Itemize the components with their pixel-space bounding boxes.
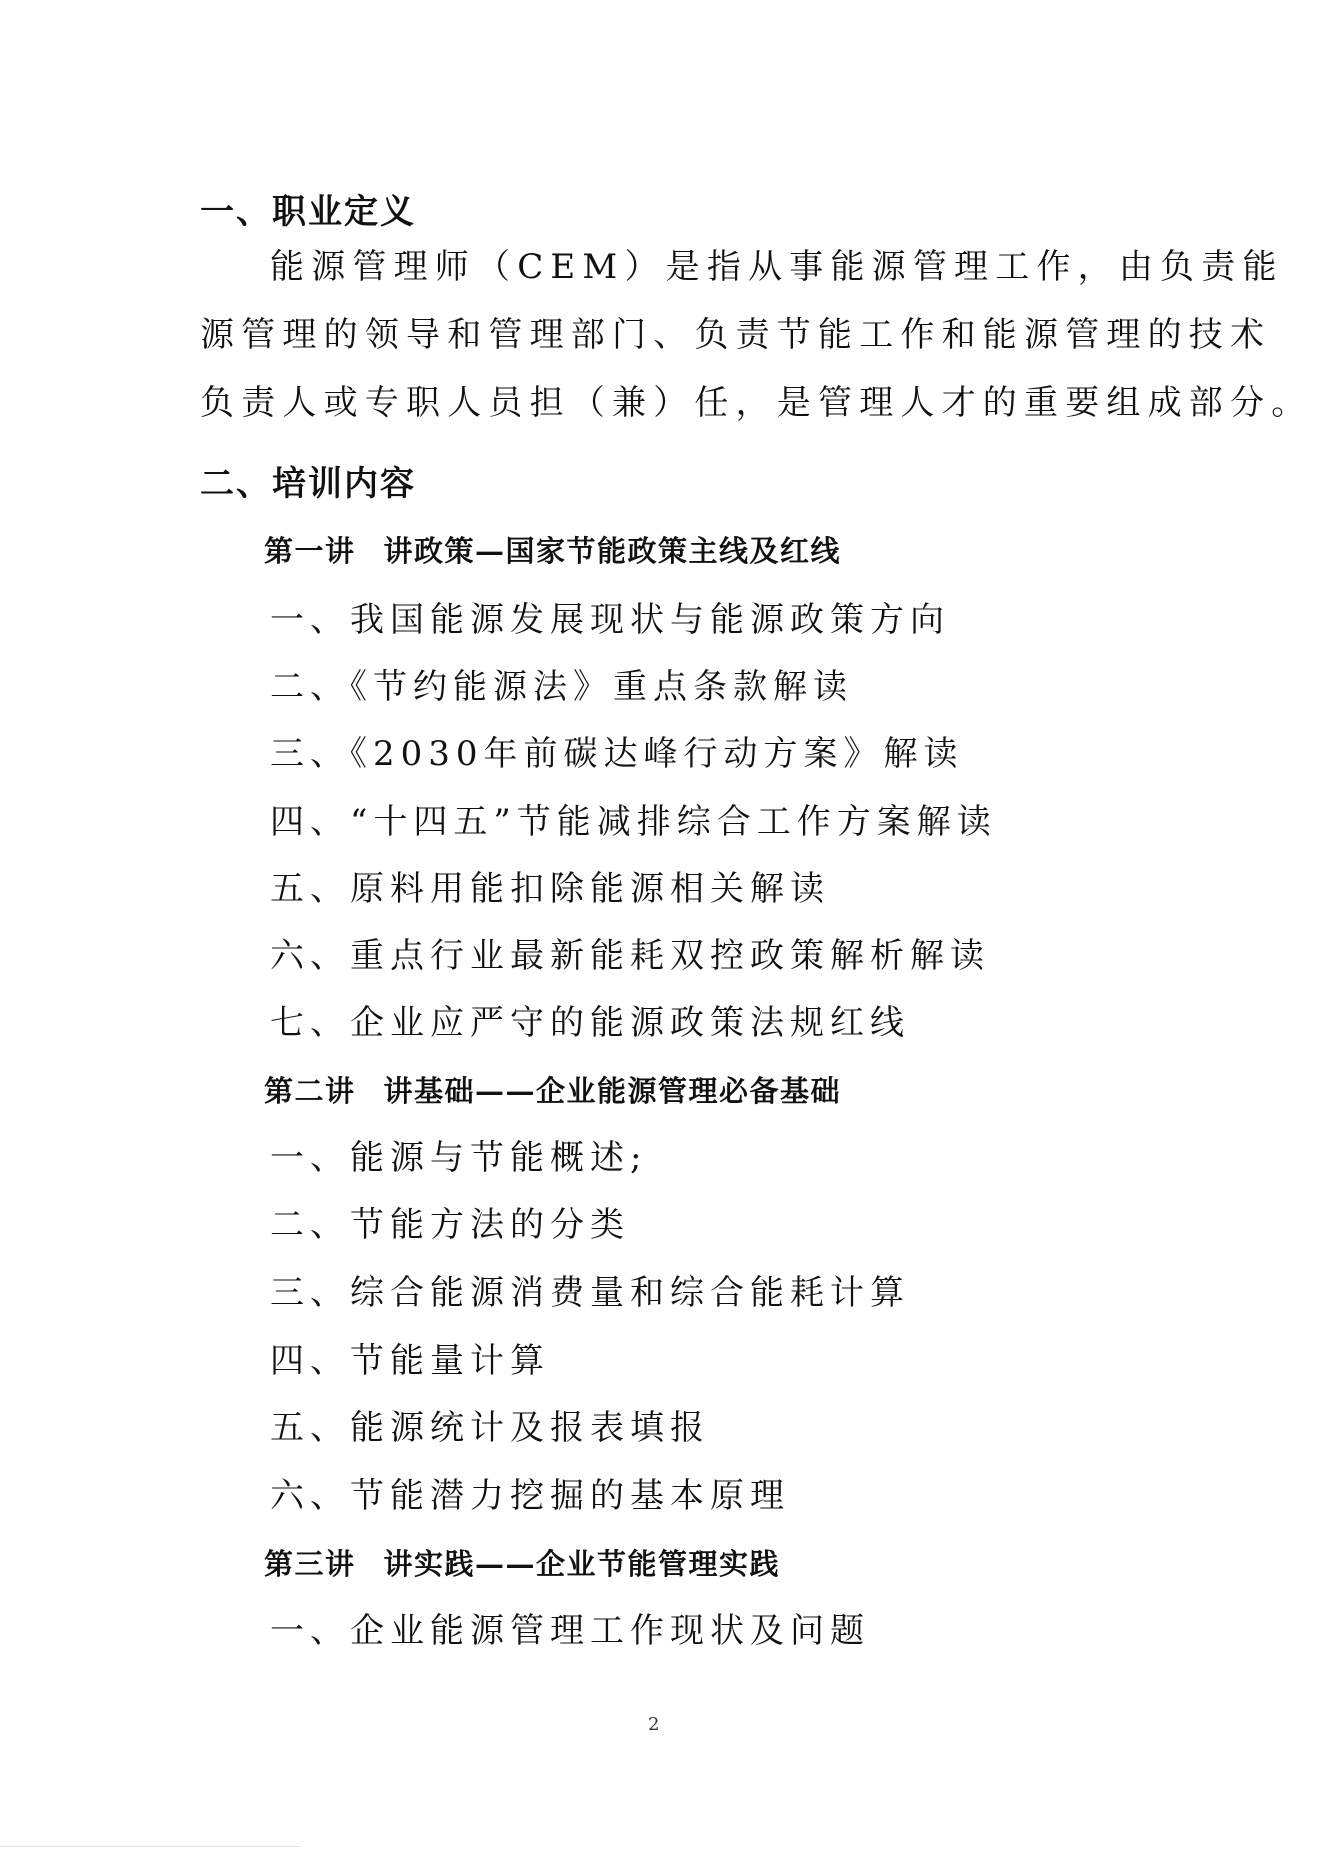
lecture-2-item: 三、综合能源消费量和综合能耗计算 [270, 1273, 910, 1313]
lecture-2-item: 六、节能潜力挖掘的基本原理 [270, 1476, 790, 1516]
lecture-1-item: 七、企业应严守的能源政策法规红线 [270, 1003, 910, 1043]
lecture-2-item: 四、节能量计算 [270, 1341, 550, 1381]
lecture-3-title: 讲实践——企业节能管理实践 [383, 1547, 781, 1581]
lecture-1-heading [264, 534, 842, 568]
paragraph-line-3: 负责人或专职人员担（兼）任，是管理人才的重要组成部分。 [200, 383, 1313, 423]
scan-artifact-line [0, 1846, 300, 1847]
lecture-3-item: 一、企业能源管理工作现状及问题 [270, 1611, 870, 1651]
lecture-2-item: 二、节能方法的分类 [270, 1205, 630, 1245]
lecture-1-item: 二、《节约能源法》重点条款解读 [270, 667, 853, 707]
lecture-2-label: 第二讲 [264, 1074, 356, 1108]
lecture-2-item: 五、能源统计及报表填报 [270, 1408, 710, 1448]
lecture-2-item: 一、能源与节能概述; [270, 1138, 648, 1178]
lecture-1-item: 五、原料用能扣除能源相关解读 [270, 869, 830, 909]
paragraph-line-1: 能源管理师（CEM）是指从事能源管理工作，由负责能 [270, 247, 1284, 287]
lecture-1-item: 三、《2030年前碳达峰行动方案》解读 [270, 734, 964, 774]
paragraph-line-2: 源管理的领导和管理部门、负责节能工作和能源管理的技术 [200, 315, 1272, 355]
lecture-1-label: 第一讲 [264, 534, 356, 568]
lecture-1-title: 讲政策—国家节能政策主线及红线 [383, 534, 842, 568]
lecture-1-item: 四、“十四五”节能减排综合工作方案解读 [270, 802, 997, 842]
section-heading-occupation-definition: 一、职业定义 [200, 192, 416, 232]
lecture-3-label: 第三讲 [264, 1547, 356, 1581]
lecture-2-heading [264, 1074, 842, 1108]
lecture-2-title: 讲基础——企业能源管理必备基础 [383, 1074, 842, 1108]
page-number: 2 [648, 1714, 660, 1735]
lecture-3-heading [264, 1547, 781, 1581]
lecture-1-item: 六、重点行业最新能耗双控政策解析解读 [270, 936, 990, 976]
lecture-1-item: 一、我国能源发展现状与能源政策方向 [270, 600, 950, 640]
section-heading-training-content: 二、培训内容 [200, 464, 416, 504]
